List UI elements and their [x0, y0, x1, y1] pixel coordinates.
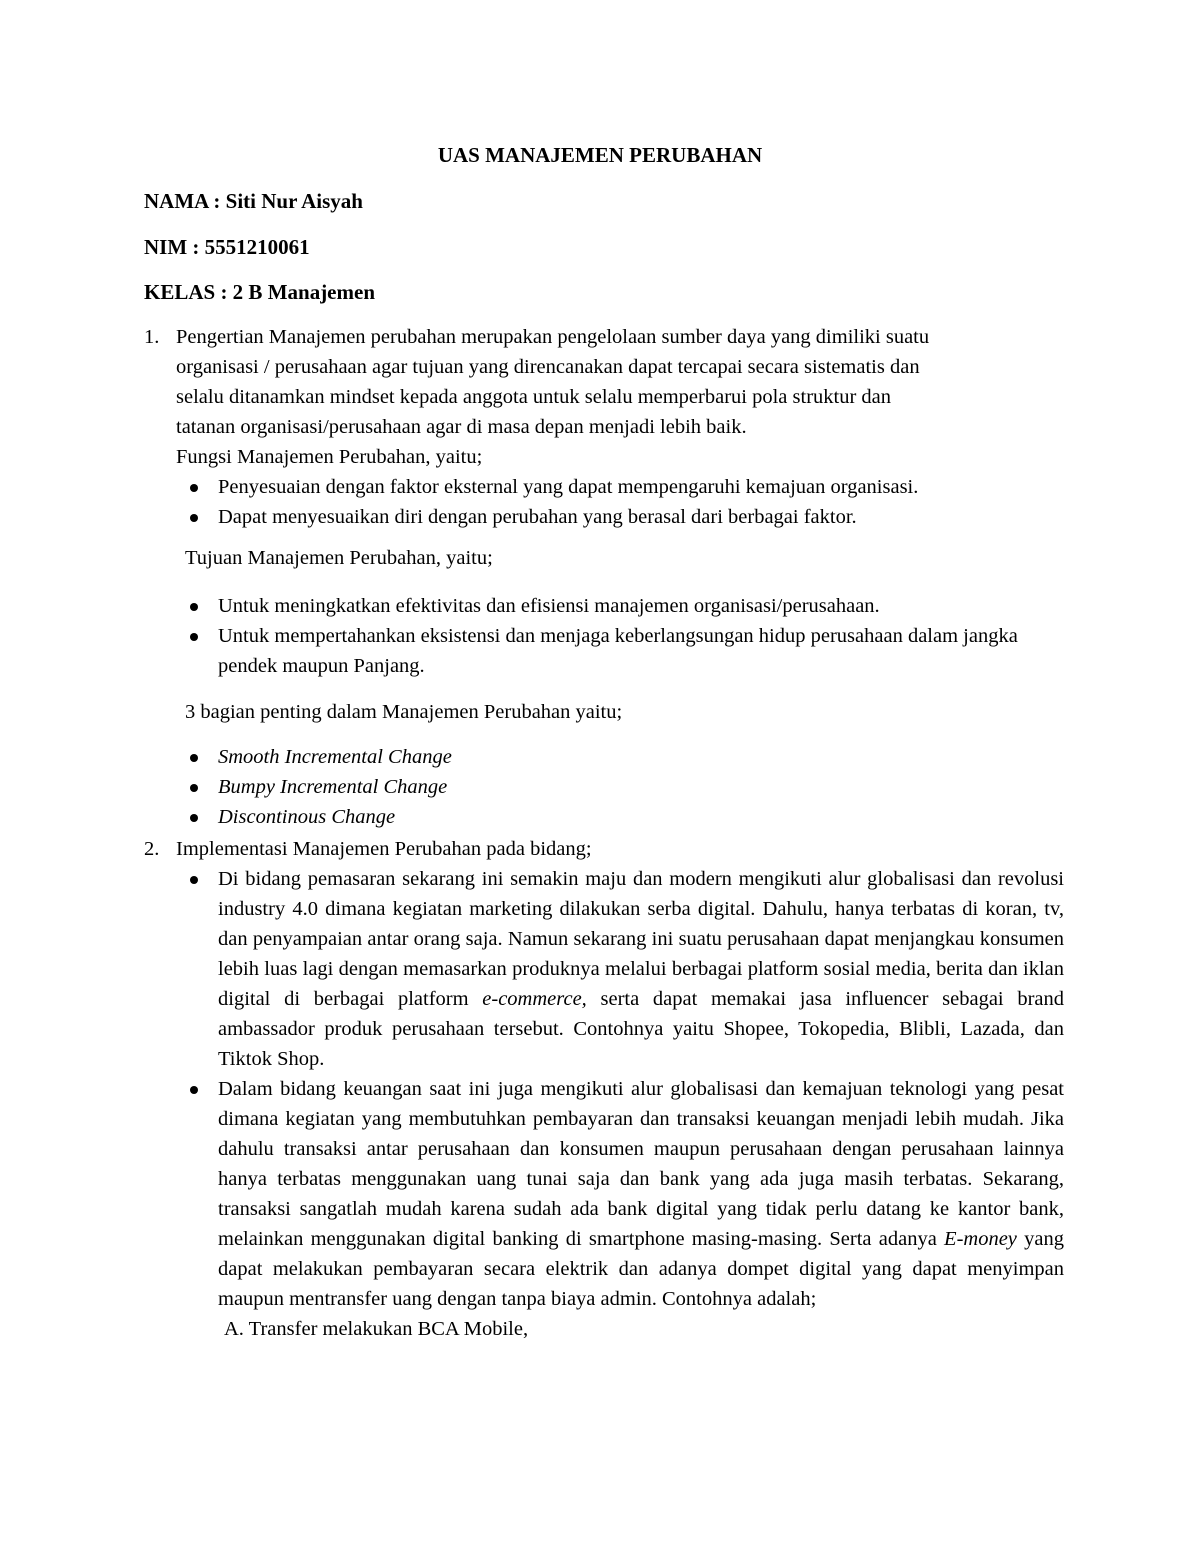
keuangan-paragraph — [218, 1074, 1064, 1314]
bullet-icon — [190, 814, 198, 822]
list-item — [144, 621, 1038, 681]
section-2 — [144, 834, 1064, 1344]
list-item — [144, 502, 1064, 532]
bagian-item: Smooth Incremental Change — [218, 746, 452, 768]
student-class: KELAS : 2 B Manajemen — [144, 280, 375, 304]
list-item — [144, 742, 1064, 772]
tujuan-heading: Tujuan Manajemen Perubahan, yaitu; — [185, 547, 493, 569]
student-nim: NIM : 5551210061 — [144, 235, 310, 259]
bullet-icon — [190, 484, 198, 492]
tujuan-list — [144, 591, 1064, 681]
section-1-definition — [176, 322, 1064, 472]
list-item — [144, 864, 1064, 1074]
bullet-icon — [190, 876, 198, 884]
section-2-number: 2. — [144, 838, 160, 860]
keuangan-italic: E-money — [944, 1228, 1017, 1250]
keuangan-text-end: yang dapat melakukan pembayaran secara elektrik dan adanya dompet digital yang dapat menyimpan maupun mentransfer uang dengan tanpa biaya admin. Contohnya adalah; — [218, 1228, 1064, 1310]
fungsi-item: Dapat menyesuaikan diri dengan perubahan yang berasal dari berbagai faktor. — [218, 506, 857, 528]
pemasaran-italic: e-commerce, — [482, 988, 587, 1010]
section-1 — [144, 322, 1064, 532]
definition-line: Pengertian Manajemen perubahan merupakan pengelolaan sumber daya yang dimiliki suatu — [176, 326, 930, 348]
definition-line: tatanan organisasi/perusahaan agar di masa depan menjadi lebih baik. — [176, 416, 747, 438]
section-1-number: 1. — [144, 326, 160, 348]
bagian-item: Bumpy Incremental Change — [218, 776, 448, 798]
pemasaran-text: Di bidang pemasaran sekarang ini semakin maju dan modern mengikuti alur globalisasi dan revolusi industry 4.0 dimana kegiatan marketing dilakukan serba digital. Dahulu, hanya terbatas di koran, tv, dan penyampaian antar orang saja. Namun sekarang ini suatu perusahaan dapat menjangkau konsumen lebih luas lagi dengan memasarkan produknya melalui berbagai platform sosial media, berita dan iklan digital di berbagai platform — [218, 868, 1064, 1010]
bagian-heading: 3 bagian penting dalam Manajemen Perubahan yaitu; — [185, 701, 623, 723]
list-item — [144, 472, 1064, 502]
list-item — [144, 591, 1064, 621]
bullet-icon — [190, 784, 198, 792]
fungsi-heading: Fungsi Manajemen Perubahan, yaitu; — [176, 446, 483, 468]
bagian-item: Discontinous Change — [218, 806, 396, 828]
bullet-icon — [190, 514, 198, 522]
pemasaran-paragraph — [218, 864, 1064, 1074]
keuangan-text: Dalam bidang keuangan saat ini juga mengikuti alur globalisasi dan kemajuan teknologi yang pesat dimana kegiatan yang membutuhkan pembayaran dan transaksi keuangan menjadi lebih mudah. Jika dahulu transaksi antar perusahaan dan konsumen maupun perusahaan dengan perusahaan lainnya hanya terbatas menggunakan uang tunai saja dan bank yang ada juga masih terbatas. Sekarang, transaksi sangatlah mudah karena sudah ada bank digital yang tidak perlu datang ke kantor bank, melainkan menggunakan digital banking di smartphone masing-masing. Serta adanya — [218, 1078, 1064, 1250]
fungsi-item: Penyesuaian dengan faktor eksternal yang dapat mempengaruhi kemajuan organisasi. — [218, 476, 919, 498]
bullet-icon — [190, 603, 198, 611]
list-item — [144, 802, 1064, 832]
definition-line: organisasi / perusahaan agar tujuan yang direncanakan dapat tercapai secara sistematis dan — [176, 356, 920, 378]
bullet-icon — [190, 1086, 198, 1094]
tujuan-item: Untuk mempertahankan eksistensi dan menjaga keberlangsungan hidup perusahaan dalam jangka pendek maupun Panjang. — [218, 625, 1018, 677]
student-name: NAMA : Siti Nur Aisyah — [144, 189, 363, 213]
tujuan-item: Untuk meningkatkan efektivitas dan efisiensi manajemen organisasi/perusahaan. — [218, 595, 880, 617]
list-item — [144, 1074, 1064, 1314]
definition-line: selalu ditanamkan mindset kepada anggota untuk selalu memperbarui pola struktur dan — [176, 386, 892, 408]
bullet-icon — [190, 754, 198, 762]
list-item — [144, 772, 1064, 802]
pemasaran-text-end: serta dapat memakai jasa influencer sebagai brand ambassador produk perusahaan tersebut. Contohnya yaitu Shopee, Tokopedia, Blibli, Lazada, dan Tiktok Shop. — [218, 988, 1064, 1070]
bagian-list — [144, 742, 1064, 832]
page-title: UAS MANAJEMEN PERUBAHAN — [437, 143, 763, 167]
item-a: A. Transfer melakukan BCA Mobile, — [224, 1318, 529, 1340]
bullet-icon — [190, 633, 198, 641]
section-2-heading: Implementasi Manajemen Perubahan pada bidang; — [176, 838, 592, 860]
